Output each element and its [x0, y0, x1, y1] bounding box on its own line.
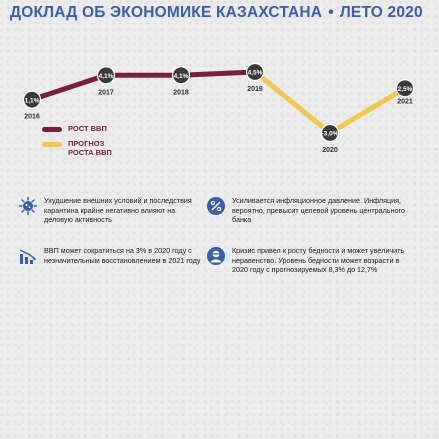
legend-swatch-actual: [42, 127, 62, 132]
legend-label-actual: РОСТ ВВП: [68, 124, 107, 133]
title-separator: •: [328, 4, 334, 21]
note-text-gdp: ВВП может сократиться на 3% в 2020 году с незначительным восстановлением в 2021 году: [44, 246, 201, 265]
data-label-2018: 4,1%: [173, 72, 189, 80]
chart-legend: [42, 124, 128, 163]
x-tick-label-2021: 2021: [397, 98, 413, 106]
data-label-2019: 4,5%: [247, 69, 263, 77]
title-left: ДОКЛАД ОБ ЭКОНОМИКЕ КАЗАХСТАНА: [10, 4, 323, 21]
x-tick-label-2016: 2016: [24, 113, 40, 121]
note-poverty: [206, 246, 411, 275]
note-inflation: [206, 196, 411, 225]
title-right: ЛЕТО 2020: [339, 4, 423, 21]
series-line-actual: [32, 72, 255, 100]
x-tick-label-2017: 2017: [98, 89, 114, 97]
person-icon: [206, 246, 226, 266]
x-tick-label-2018: 2018: [173, 89, 189, 97]
data-label-2020: -3,0%: [321, 130, 339, 138]
note-text-poverty: Кризис привел к росту бедности и может увеличить неравенство. Уровень бедности может возрасти в 2020 году с прогнозируемых 8,3% до 12,7%: [232, 246, 405, 274]
note-text-inflation: Усиливается инфляционное давление. Инфляция, вероятно, превысит целевой уровень центрального банка: [232, 196, 405, 224]
virus-icon: [18, 196, 38, 216]
declining-chart-icon: [18, 246, 38, 266]
gdp-line-chart: [0, 0, 439, 200]
legend-swatch-forecast: [42, 142, 62, 147]
x-tick-label-2019: 2019: [247, 86, 263, 93]
data-label-2016: 1,1%: [24, 97, 40, 105]
series-line-forecast: [255, 72, 405, 133]
note-text-activity: Ухудшение внешних условий и последствия карантина крайне негативно влияют на деловую активность: [44, 196, 192, 224]
legend-item-forecast: [42, 139, 128, 157]
x-tick-label-2020: 2020: [322, 147, 338, 154]
percent-icon: [206, 196, 226, 216]
note-activity: [18, 196, 203, 225]
data-label-2021: 2,5%: [397, 85, 413, 93]
legend-item-actual: [42, 124, 128, 133]
note-gdp: [18, 246, 203, 266]
legend-label-forecast: ПРОГНОЗ РОСТА ВВП: [68, 139, 112, 157]
data-label-2017: 4,1%: [98, 72, 114, 80]
